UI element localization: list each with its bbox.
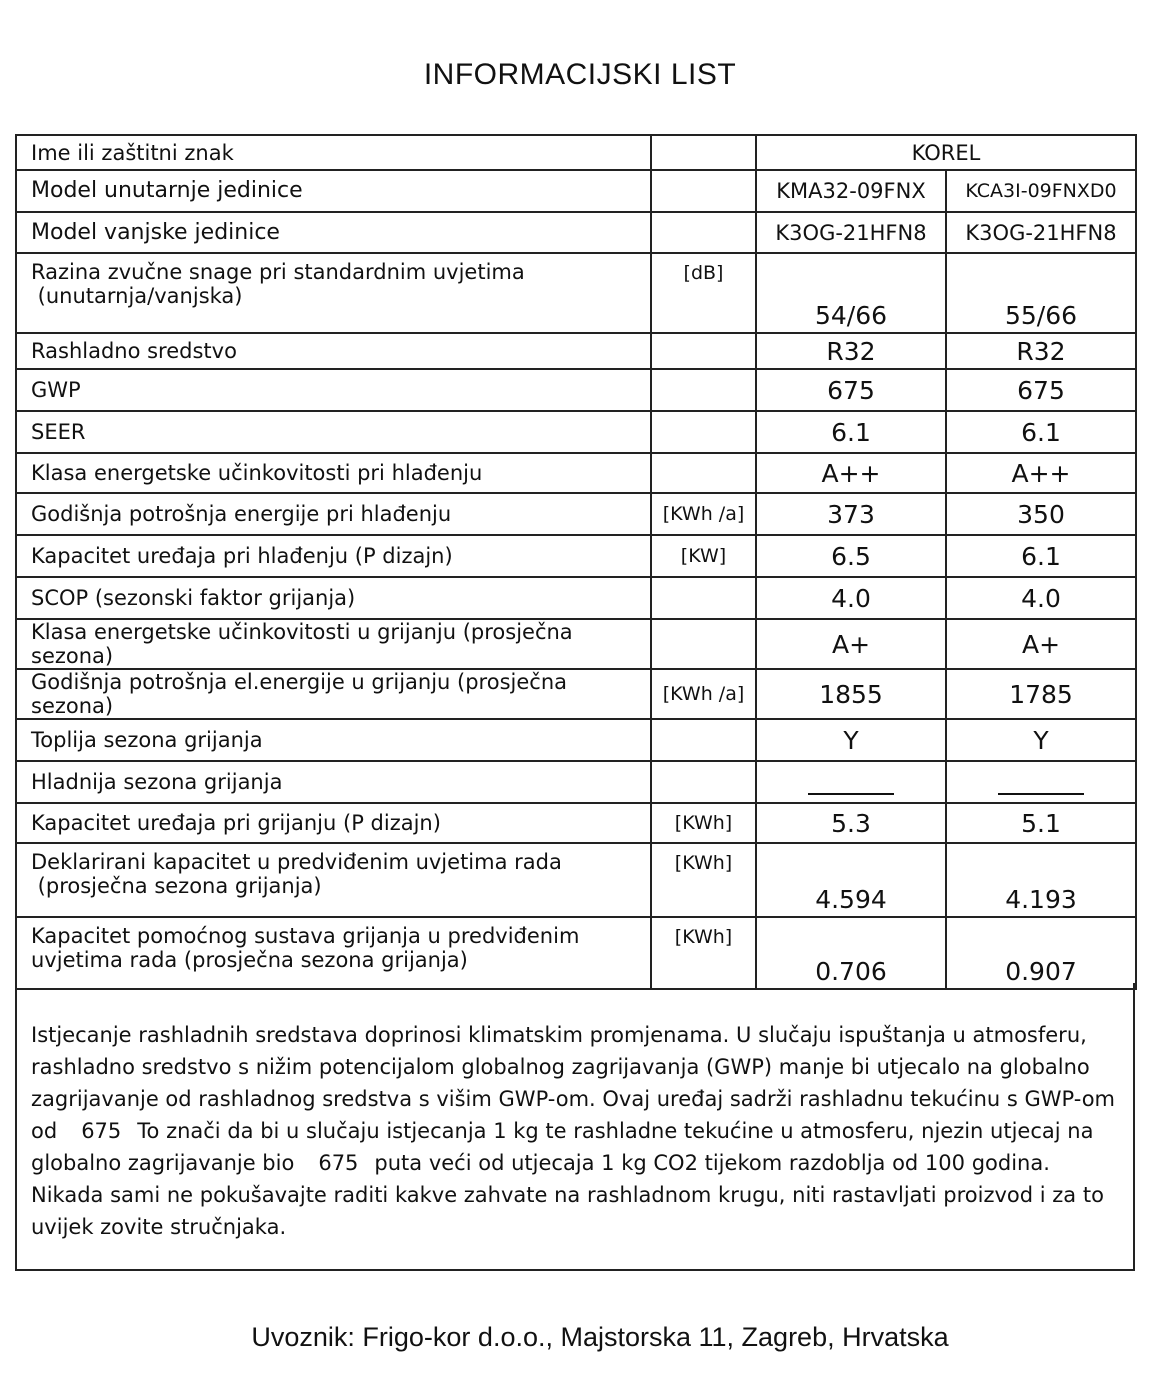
row-value-1: 5.3: [756, 803, 946, 843]
row-unit: [KWh /a]: [651, 493, 756, 535]
table-row: [16, 453, 1136, 493]
table-row: [16, 411, 1136, 453]
brand-unit-cell: [651, 135, 756, 170]
row-value-2: A+: [946, 619, 1136, 669]
row-label-line: SEER: [31, 420, 86, 444]
info-table: [15, 134, 1137, 990]
indoor-unit-cell: [651, 170, 756, 212]
row-value-2: 6.1: [946, 535, 1136, 577]
row-label: [16, 369, 651, 411]
row-unit: [651, 619, 756, 669]
row-label-line: GWP: [31, 378, 81, 402]
indoor-model-label: Model unutarnje jedinice: [16, 170, 651, 212]
table-row: [16, 493, 1136, 535]
row-unit: [651, 719, 756, 761]
row-value-1: A++: [756, 453, 946, 493]
row-unit: [KWh]: [651, 843, 756, 917]
row-value-1: Y: [756, 719, 946, 761]
row-value-2: A++: [946, 453, 1136, 493]
row-label: [16, 917, 651, 989]
row-label-line: SCOP (sezonski faktor grijanja): [31, 586, 356, 610]
table-row: [16, 669, 1136, 719]
row-unit: [KW]: [651, 535, 756, 577]
brand-value: KOREL: [756, 135, 1136, 170]
table-row: [16, 843, 1136, 917]
row-label: [16, 333, 651, 369]
row-unit: [651, 761, 756, 803]
outdoor-unit-cell: [651, 212, 756, 253]
table-row: [16, 719, 1136, 761]
page-title: INFORMACIJSKI LIST: [423, 58, 737, 91]
refrigerant-note: [15, 983, 1135, 1271]
indoor-model-row: [16, 170, 1136, 212]
outdoor-model-2: K3OG-21HFN8: [946, 212, 1136, 253]
row-label: [16, 453, 651, 493]
table-row: [16, 369, 1136, 411]
row-value-1: [756, 761, 946, 803]
row-value-2: 4.193: [946, 843, 1136, 917]
note-gwp-2: 675: [318, 1151, 359, 1175]
table-row: [16, 535, 1136, 577]
note-gwp-1: 675: [81, 1119, 122, 1143]
row-label: [16, 669, 651, 719]
row-unit: [dB]: [651, 253, 756, 333]
row-value-2: 0.907: [946, 917, 1136, 989]
row-label: [16, 803, 651, 843]
table-row: [16, 577, 1136, 619]
note-text-1: Istjecanje rashladnih sredstava doprinosi klimatskim promjenama. U slučaju ispuštanja u atmosferu, rashladno sredstvo s nižim potencijalom globalnog zagrijavanja (GWP) manje bi utjecalo na globalno zagrijavanje od rashladnog sredstva s višim GWP-om. Ovaj uređaj sadrži rashladnu tekućinu s GWP-om od: [31, 1023, 1116, 1143]
table-row: [16, 253, 1136, 333]
dash-line: [808, 792, 894, 795]
table-row: [16, 917, 1136, 989]
row-value-1: 54/66: [756, 253, 946, 333]
row-unit: [651, 369, 756, 411]
row-value-1: R32: [756, 333, 946, 369]
row-value-1: A+: [756, 619, 946, 669]
row-unit: [651, 333, 756, 369]
row-unit: [651, 577, 756, 619]
row-value-1: 373: [756, 493, 946, 535]
row-label: [16, 253, 651, 333]
outdoor-model-row: [16, 212, 1136, 253]
row-value-2: Y: [946, 719, 1136, 761]
row-unit: [KWh]: [651, 917, 756, 989]
table-row: [16, 333, 1136, 369]
row-label-line: uvjetima rada (prosječna sezona grijanja): [31, 948, 468, 972]
indoor-model-1: KMA32-09FNX: [756, 170, 946, 212]
row-label: [16, 619, 651, 669]
row-label: [16, 843, 651, 917]
outdoor-model-1: K3OG-21HFN8: [756, 212, 946, 253]
row-value-1: 6.5: [756, 535, 946, 577]
indoor-model-2: KCA3I-09FNXD0: [946, 170, 1136, 212]
importer-footer: Uvoznik: Frigo-kor d.o.o., Majstorska 11, Zagreb, Hrvatska: [251, 1322, 949, 1352]
row-unit: [651, 453, 756, 493]
row-label-line: Kapacitet uređaja pri hlađenju (P dizajn): [31, 544, 453, 568]
row-label-line: Godišnja potrošnja energije pri hlađenju: [31, 502, 452, 526]
table-row: [16, 803, 1136, 843]
row-value-2: 1785: [946, 669, 1136, 719]
row-value-1: 0.706: [756, 917, 946, 989]
row-value-1: 4.594: [756, 843, 946, 917]
row-label-line: Klasa energetske učinkovitosti u grijanju (prosječna sezona): [31, 620, 573, 668]
row-label: [16, 411, 651, 453]
row-value-2: 55/66: [946, 253, 1136, 333]
table-row: [16, 619, 1136, 669]
note-text-2: To znači da bi u slučaju istjecanja 1 kg te rashladne tekućine u atmosferu, njezin utjecaj na globalno zagrijavanje bio: [31, 1119, 1094, 1175]
row-value-1: 1855: [756, 669, 946, 719]
brand-label: Ime ili zaštitni znak: [16, 135, 651, 170]
note-text-3: puta veći od utjecaja 1 kg CO2 tijekom razdoblja od 100 godina. Nikada sami ne pokušavajte raditi kakve zahvate na rashladnom krugu, niti rastavljati proizvod i za to uvijek zovite stručnjaka.: [31, 1151, 1104, 1239]
row-label-line: Kapacitet uređaja pri grijanju (P dizajn): [31, 811, 441, 835]
dash-line: [998, 792, 1084, 795]
row-label-line: Toplija sezona grijanja: [31, 728, 263, 752]
row-value-2: 350: [946, 493, 1136, 535]
row-unit: [651, 411, 756, 453]
row-value-2: 675: [946, 369, 1136, 411]
row-label-line: (prosječna sezona grijanja): [31, 874, 322, 898]
row-value-2: 6.1: [946, 411, 1136, 453]
row-value-2: [946, 761, 1136, 803]
row-label: [16, 761, 651, 803]
row-value-2: 4.0: [946, 577, 1136, 619]
row-label-line: Razina zvučne snage pri standardnim uvjetima: [31, 260, 525, 284]
row-value-2: 5.1: [946, 803, 1136, 843]
row-label-line: Kapacitet pomoćnog sustava grijanja u predviđenim: [31, 924, 580, 948]
row-value-1: 4.0: [756, 577, 946, 619]
row-value-1: 6.1: [756, 411, 946, 453]
brand-row: [16, 135, 1136, 170]
row-label: [16, 577, 651, 619]
row-label: [16, 535, 651, 577]
row-label: [16, 493, 651, 535]
row-value-2: R32: [946, 333, 1136, 369]
row-label-line: Klasa energetske učinkovitosti pri hlađenju: [31, 461, 483, 485]
row-unit: [KWh]: [651, 803, 756, 843]
row-label: [16, 719, 651, 761]
row-label-line: Godišnja potrošnja el.energije u grijanju (prosječna sezona): [31, 670, 567, 718]
row-unit: [KWh /a]: [651, 669, 756, 719]
table-row: [16, 761, 1136, 803]
row-label-line: (unutarnja/vanjska): [31, 284, 243, 308]
row-label-line: Rashladno sredstvo: [31, 339, 237, 363]
row-label-line: Hladnija sezona grijanja: [31, 770, 283, 794]
row-label-line: Deklarirani kapacitet u predviđenim uvjetima rada: [31, 850, 562, 874]
outdoor-model-label: Model vanjske jedinice: [16, 212, 651, 253]
row-value-1: 675: [756, 369, 946, 411]
